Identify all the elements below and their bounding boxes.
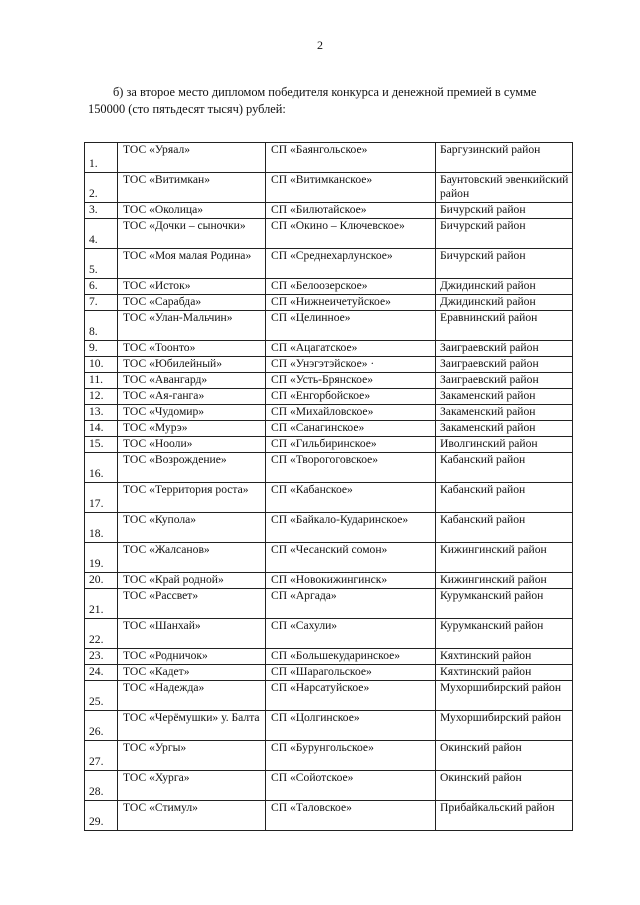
- table-row: [85, 649, 573, 665]
- row-number: 27.: [85, 741, 118, 771]
- settlement-cell: СП «Нижнеичетуйское»: [266, 295, 436, 311]
- row-number: 29.: [85, 801, 118, 831]
- settlement-cell: СП «Сойотское»: [266, 771, 436, 801]
- row-number: 5.: [85, 249, 118, 279]
- district-cell: Окинский район: [436, 741, 573, 771]
- table-row: [85, 389, 573, 405]
- row-number: 9.: [85, 341, 118, 357]
- tos-name-cell: ТОС «Витимкан»: [118, 173, 266, 203]
- table-row: [85, 405, 573, 421]
- table-row: [85, 665, 573, 681]
- tos-name-cell: ТОС «Рассвет»: [118, 589, 266, 619]
- tos-name-cell: ТОС «Исток»: [118, 279, 266, 295]
- winners-table: [84, 142, 573, 831]
- tos-name-cell: ТОС «Жалсанов»: [118, 543, 266, 573]
- table-row: [85, 357, 573, 373]
- settlement-cell: СП «Нарсатуйское»: [266, 681, 436, 711]
- district-cell: Прибайкальский район: [436, 801, 573, 831]
- tos-name-cell: ТОС «Хурга»: [118, 771, 266, 801]
- row-number: 10.: [85, 357, 118, 373]
- district-cell: Кабанский район: [436, 483, 573, 513]
- table-row: [85, 249, 573, 279]
- row-number: 19.: [85, 543, 118, 573]
- tos-name-cell: ТОС «Авангард»: [118, 373, 266, 389]
- row-number: 12.: [85, 389, 118, 405]
- row-number: 8.: [85, 311, 118, 341]
- tos-name-cell: ТОС «Улан-Мальчин»: [118, 311, 266, 341]
- district-cell: Окинский район: [436, 771, 573, 801]
- tos-name-cell: ТОС «Шанхай»: [118, 619, 266, 649]
- district-cell: Баргузинский район: [436, 143, 573, 173]
- settlement-cell: СП «Унэгэтэйское» ·: [266, 357, 436, 373]
- row-number: 18.: [85, 513, 118, 543]
- settlement-cell: СП «Бурунгольское»: [266, 741, 436, 771]
- tos-name-cell: ТОС «Территория роста»: [118, 483, 266, 513]
- tos-name-cell: ТОС «Юбилейный»: [118, 357, 266, 373]
- row-number: 15.: [85, 437, 118, 453]
- table-row: [85, 483, 573, 513]
- table-row: [85, 203, 573, 219]
- district-cell: Джидинский район: [436, 295, 573, 311]
- row-number: 24.: [85, 665, 118, 681]
- settlement-cell: СП «Кабанское»: [266, 483, 436, 513]
- district-cell: Заиграевский район: [436, 341, 573, 357]
- settlement-cell: СП «Ацагатское»: [266, 341, 436, 357]
- district-cell: Закаменский район: [436, 389, 573, 405]
- tos-name-cell: ТОС «Стимул»: [118, 801, 266, 831]
- table-row: [85, 311, 573, 341]
- settlement-cell: СП «Цолгинское»: [266, 711, 436, 741]
- tos-name-cell: ТОС «Купола»: [118, 513, 266, 543]
- table-row: [85, 173, 573, 203]
- settlement-cell: СП «Гильбиринское»: [266, 437, 436, 453]
- intro-paragraph: [88, 84, 578, 118]
- settlement-cell: СП «Баянгольское»: [266, 143, 436, 173]
- tos-name-cell: ТОС «Край родной»: [118, 573, 266, 589]
- row-number: 26.: [85, 711, 118, 741]
- district-cell: Закаменский район: [436, 421, 573, 437]
- settlement-cell: СП «Енгорбойское»: [266, 389, 436, 405]
- table-row: [85, 437, 573, 453]
- tos-name-cell: ТОС «Родничок»: [118, 649, 266, 665]
- intro-line-2: 150000 (сто пятьдесят тысяч) рублей:: [88, 102, 286, 116]
- tos-name-cell: ТОС «Моя малая Родина»: [118, 249, 266, 279]
- district-cell: Еравнинский район: [436, 311, 573, 341]
- table-row: [85, 279, 573, 295]
- tos-name-cell: ТОС «Черёмушки» у. Балта: [118, 711, 266, 741]
- settlement-cell: СП «Аргада»: [266, 589, 436, 619]
- row-number: 2.: [85, 173, 118, 203]
- row-number: 28.: [85, 771, 118, 801]
- district-cell: Кижингинский район: [436, 543, 573, 573]
- district-cell: Мухоршибирский район: [436, 681, 573, 711]
- table-row: [85, 453, 573, 483]
- table-row: [85, 143, 573, 173]
- row-number: 13.: [85, 405, 118, 421]
- tos-name-cell: ТОС «Мурэ»: [118, 421, 266, 437]
- district-cell: Заиграевский район: [436, 373, 573, 389]
- table-row: [85, 801, 573, 831]
- table-row: [85, 513, 573, 543]
- district-cell: Иволгинский район: [436, 437, 573, 453]
- settlement-cell: СП «Шарагольское»: [266, 665, 436, 681]
- tos-name-cell: ТОС «Сарабда»: [118, 295, 266, 311]
- district-cell: Курумканский район: [436, 619, 573, 649]
- row-number: 6.: [85, 279, 118, 295]
- row-number: 11.: [85, 373, 118, 389]
- tos-name-cell: ТОС «Надежда»: [118, 681, 266, 711]
- settlement-cell: СП «Усть-Брянское»: [266, 373, 436, 389]
- row-number: 3.: [85, 203, 118, 219]
- tos-name-cell: ТОС «Тоонто»: [118, 341, 266, 357]
- settlement-cell: СП «Билютайское»: [266, 203, 436, 219]
- row-number: 4.: [85, 219, 118, 249]
- row-number: 1.: [85, 143, 118, 173]
- row-number: 17.: [85, 483, 118, 513]
- tos-name-cell: ТОС «Нооли»: [118, 437, 266, 453]
- settlement-cell: СП «Новокижингинск»: [266, 573, 436, 589]
- settlement-cell: СП «Белоозерское»: [266, 279, 436, 295]
- table-row: [85, 295, 573, 311]
- district-cell: Бичурский район: [436, 203, 573, 219]
- district-cell: Кяхтинский район: [436, 649, 573, 665]
- table-row: [85, 619, 573, 649]
- table-row: [85, 711, 573, 741]
- tos-name-cell: ТОС «Дочки – сыночки»: [118, 219, 266, 249]
- row-number: 20.: [85, 573, 118, 589]
- table-row: [85, 341, 573, 357]
- district-cell: Баунтовский эвенкийский район: [436, 173, 573, 203]
- district-cell: Кяхтинский район: [436, 665, 573, 681]
- district-cell: Кабанский район: [436, 513, 573, 543]
- settlement-cell: СП «Чесанский сомон»: [266, 543, 436, 573]
- row-number: 7.: [85, 295, 118, 311]
- table-row: [85, 741, 573, 771]
- settlement-cell: СП «Большекударинское»: [266, 649, 436, 665]
- settlement-cell: СП «Витимканское»: [266, 173, 436, 203]
- table-row: [85, 543, 573, 573]
- tos-name-cell: ТОС «Ургы»: [118, 741, 266, 771]
- row-number: 16.: [85, 453, 118, 483]
- district-cell: Джидинский район: [436, 279, 573, 295]
- settlement-cell: СП «Среднехарлунское»: [266, 249, 436, 279]
- tos-name-cell: ТОС «Уряал»: [118, 143, 266, 173]
- district-cell: Мухоршибирский район: [436, 711, 573, 741]
- table-row: [85, 589, 573, 619]
- winners-table-body: [85, 143, 573, 831]
- table-row: [85, 219, 573, 249]
- intro-line-1: б) за второе место дипломом победителя конкурса и денежной премией в сумме: [113, 85, 537, 99]
- district-cell: Бичурский район: [436, 219, 573, 249]
- row-number: 22.: [85, 619, 118, 649]
- district-cell: Кабанский район: [436, 453, 573, 483]
- tos-name-cell: ТОС «Чудомир»: [118, 405, 266, 421]
- row-number: 23.: [85, 649, 118, 665]
- table-row: [85, 373, 573, 389]
- settlement-cell: СП «Михайловское»: [266, 405, 436, 421]
- tos-name-cell: ТОС «Возрождение»: [118, 453, 266, 483]
- table-row: [85, 573, 573, 589]
- settlement-cell: СП «Окино – Ключевское»: [266, 219, 436, 249]
- tos-name-cell: ТОС «Околица»: [118, 203, 266, 219]
- tos-name-cell: ТОС «Ая-ганга»: [118, 389, 266, 405]
- settlement-cell: СП «Таловское»: [266, 801, 436, 831]
- settlement-cell: СП «Целинное»: [266, 311, 436, 341]
- row-number: 25.: [85, 681, 118, 711]
- page-number: 2: [317, 38, 323, 52]
- tos-name-cell: ТОС «Кадет»: [118, 665, 266, 681]
- settlement-cell: СП «Санагинское»: [266, 421, 436, 437]
- table-row: [85, 421, 573, 437]
- row-number: 14.: [85, 421, 118, 437]
- settlement-cell: СП «Сахули»: [266, 619, 436, 649]
- district-cell: Заиграевский район: [436, 357, 573, 373]
- settlement-cell: СП «Байкало-Кударинское»: [266, 513, 436, 543]
- table-row: [85, 771, 573, 801]
- settlement-cell: СП «Творогоговское»: [266, 453, 436, 483]
- table-row: [85, 681, 573, 711]
- district-cell: Закаменский район: [436, 405, 573, 421]
- district-cell: Курумканский район: [436, 589, 573, 619]
- district-cell: Кижингинский район: [436, 573, 573, 589]
- row-number: 21.: [85, 589, 118, 619]
- district-cell: Бичурский район: [436, 249, 573, 279]
